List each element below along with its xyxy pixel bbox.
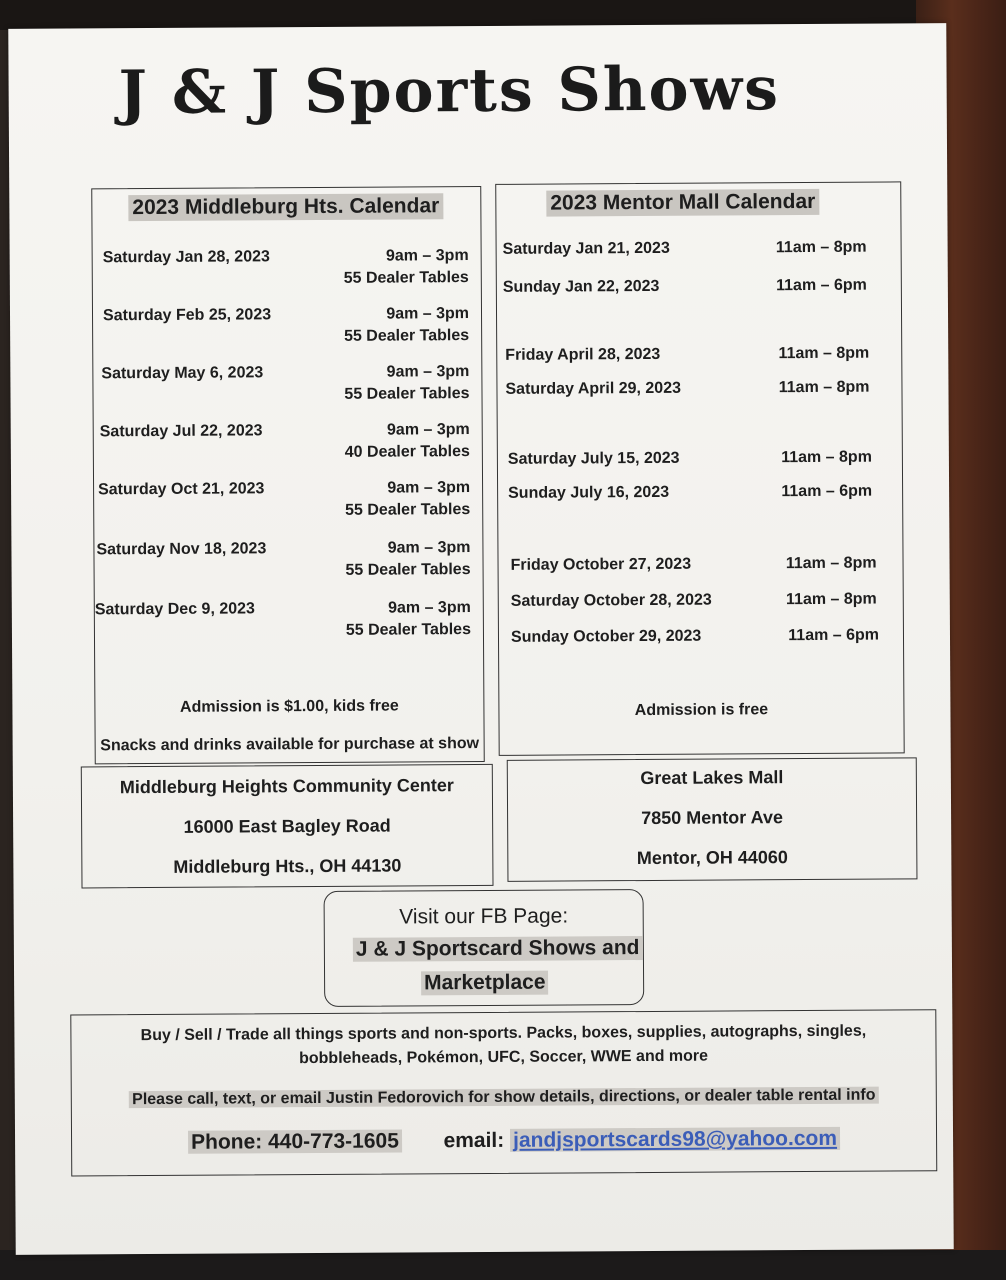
email-label: email:	[443, 1128, 505, 1153]
middleburg-event	[96, 539, 471, 579]
event-time: 9am – 3pm	[387, 539, 471, 557]
facebook-line: Visit our FB Page:	[399, 904, 569, 929]
middleburg-event	[102, 247, 469, 287]
footer-description: bobbleheads, Pokémon, UFC, Soccer, WWE and more	[299, 1047, 709, 1068]
footer-contact-text: Please call, text, or email Justin Fedorovich for show details, directions, or dealer table rental info	[129, 1087, 878, 1109]
email-link[interactable]: jandjsportscards98@yahoo.com	[510, 1127, 840, 1152]
flyer-title: J & J Sports Shows	[118, 54, 781, 129]
mentor-calendar-box	[495, 181, 904, 755]
facebook-page-box	[324, 889, 645, 1007]
event-tables: 40 Dealer Tables	[344, 443, 470, 461]
footer-description: Buy / Sell / Trade all things sports and non-sports. Packs, boxes, supplies, autographs, singles,	[140, 1022, 867, 1045]
facebook-page-name: Marketplace	[421, 971, 549, 996]
footer-box	[70, 1009, 937, 1176]
middleburg-snacks: Snacks and drinks available for purchase at show	[100, 735, 480, 755]
mentor-event	[508, 482, 873, 502]
event-date: Sunday Jan 22, 2023	[502, 277, 660, 296]
event-time: 9am – 3pm	[386, 421, 470, 439]
event-date: Saturday Nov 18, 2023	[96, 540, 267, 559]
middleburg-event	[102, 305, 470, 345]
facebook-page-name: J & J Sportscard Shows and	[353, 936, 643, 962]
middleburg-calendar-heading: 2023 Middleburg Hts. Calendar	[128, 193, 443, 221]
mentor-event	[505, 378, 870, 398]
event-date: Friday April 28, 2023	[505, 345, 661, 364]
event-time: 11am – 8pm	[778, 378, 870, 397]
event-tables: 55 Dealer Tables	[343, 269, 469, 287]
event-date: Saturday October 28, 2023	[510, 591, 712, 610]
event-time: 11am – 8pm	[778, 344, 870, 363]
event-date: Saturday July 15, 2023	[507, 449, 680, 468]
address-line: Middleburg Hts., OH 44130	[173, 855, 402, 877]
event-time: 11am – 6pm	[781, 482, 873, 501]
mentor-address-box	[507, 757, 918, 882]
event-time: 11am – 8pm	[785, 554, 877, 573]
event-date: Sunday October 29, 2023	[510, 627, 702, 646]
mentor-event	[502, 238, 867, 258]
address-line: Great Lakes Mall	[640, 767, 784, 789]
event-time: 9am – 3pm	[386, 305, 470, 323]
event-tables: 55 Dealer Tables	[345, 501, 471, 519]
middleburg-address-box	[81, 764, 494, 889]
address-line: Mentor, OH 44060	[636, 847, 788, 869]
mentor-event	[510, 626, 880, 646]
event-tables: 55 Dealer Tables	[345, 621, 471, 639]
address-line: Middleburg Heights Community Center	[119, 775, 454, 798]
event-date: Saturday Oct 21, 2023	[98, 480, 265, 499]
mentor-admission: Admission is free	[634, 701, 769, 720]
event-time: 9am – 3pm	[385, 247, 469, 265]
event-date: Saturday May 6, 2023	[101, 364, 264, 383]
event-time: 9am – 3pm	[388, 599, 471, 617]
mentor-event	[507, 448, 872, 468]
event-time: 9am – 3pm	[386, 363, 470, 381]
event-date: Sunday July 16, 2023	[508, 483, 670, 502]
middleburg-event	[101, 363, 470, 403]
event-tables: 55 Dealer Tables	[343, 327, 470, 345]
mentor-event	[505, 344, 870, 364]
flyer-paper	[8, 23, 953, 1255]
middleburg-event	[94, 599, 471, 639]
event-date: Saturday Jul 22, 2023	[99, 422, 263, 441]
mentor-event	[510, 590, 877, 610]
footer-contact	[72, 1086, 936, 1109]
address-line: 7850 Mentor Ave	[641, 807, 784, 829]
middleburg-event	[98, 479, 471, 519]
event-date: Saturday Feb 25, 2023	[102, 306, 272, 325]
event-time: 9am – 3pm	[387, 479, 471, 497]
mentor-calendar-heading: 2023 Mentor Mall Calendar	[546, 189, 819, 217]
event-time: 11am – 8pm	[775, 238, 867, 257]
event-date: Friday October 27, 2023	[510, 555, 692, 574]
address-line: 16000 East Bagley Road	[183, 815, 391, 837]
phone-number: Phone: 440-773-1605	[188, 1129, 402, 1153]
mentor-event	[510, 554, 877, 574]
event-time: 11am – 8pm	[785, 590, 877, 609]
event-time: 11am – 8pm	[781, 448, 872, 467]
mentor-event	[502, 276, 867, 296]
event-time: 11am – 6pm	[788, 626, 880, 645]
event-time: 11am – 6pm	[776, 276, 867, 295]
event-date: Saturday April 29, 2023	[505, 379, 682, 398]
middleburg-admission: Admission is $1.00, kids free	[179, 697, 399, 716]
event-date: Saturday Jan 28, 2023	[102, 248, 270, 267]
event-date: Saturday Jan 21, 2023	[502, 239, 670, 258]
footer-phone-row	[188, 1127, 840, 1155]
bottom-background	[0, 1250, 1006, 1280]
event-date: Saturday Dec 9, 2023	[94, 600, 255, 619]
event-tables: 55 Dealer Tables	[344, 385, 470, 403]
event-tables: 55 Dealer Tables	[345, 561, 471, 579]
middleburg-calendar-box	[91, 186, 485, 764]
middleburg-event	[99, 421, 470, 461]
